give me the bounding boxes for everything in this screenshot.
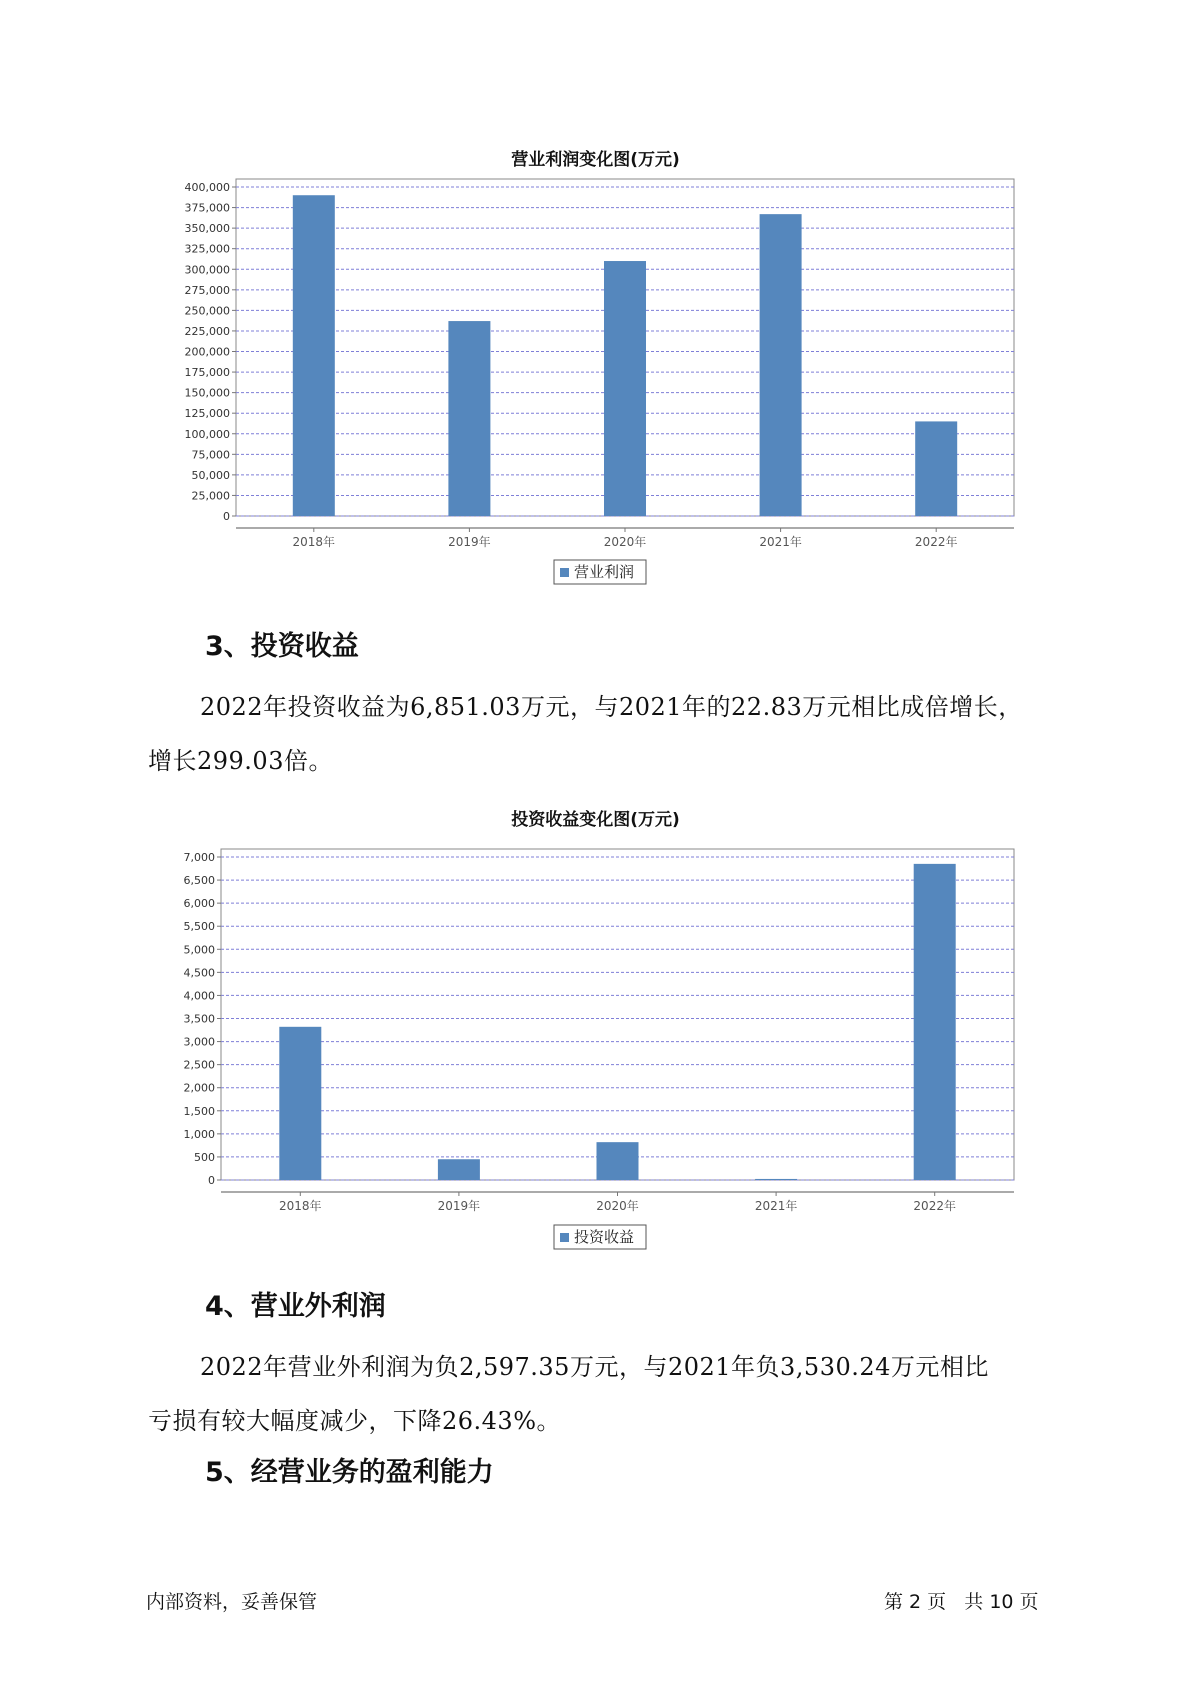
y-tick-label: 3,500 (183, 1012, 215, 1026)
plot-frame (221, 849, 1014, 1180)
legend-label: 营业利润 (574, 563, 635, 581)
bar (914, 864, 956, 1180)
y-tick-label: 250,000 (184, 304, 230, 318)
section-4-paragraph (148, 1340, 1088, 1448)
y-tick-label: 150,000 (184, 386, 230, 400)
paragraph-line: 增长299.03倍。 (148, 747, 333, 775)
section-4-heading: 4、营业外利润 (205, 1291, 386, 1322)
y-tick-label: 50,000 (191, 468, 230, 482)
section-5-heading: 5、经营业务的盈利能力 (205, 1457, 494, 1488)
x-tick-label: 2022年 (914, 535, 958, 549)
legend-label: 投资收益 (574, 1228, 635, 1246)
x-tick-label: 2018年 (279, 1199, 322, 1213)
chart-title-operating-profit: 营业利润变化图(万元) (511, 150, 680, 170)
y-tick-label: 5,000 (183, 943, 215, 957)
bar (604, 261, 646, 516)
y-tick-label: 325,000 (184, 242, 230, 256)
section-3-paragraph (148, 680, 1088, 788)
bar (915, 421, 957, 516)
paragraph-line: 亏损有较大幅度减少，下降26.43%。 (148, 1407, 562, 1435)
bar (448, 321, 490, 516)
y-tick-label: 350,000 (184, 222, 230, 236)
paragraph-line: 2022年投资收益为6,851.03万元，与2021年的22.83万元相比成倍增长， (200, 693, 1023, 721)
x-tick-label: 2019年 (437, 1199, 481, 1213)
y-tick-label: 1,000 (183, 1127, 215, 1141)
investment-income-chart (0, 835, 1191, 1255)
chart-title-investment-income: 投资收益变化图(万元) (511, 810, 680, 830)
x-tick-label: 2020年 (596, 1199, 639, 1213)
legend-swatch (560, 1233, 569, 1242)
y-tick-label: 0 (223, 510, 230, 523)
operating-profit-chart (0, 170, 1191, 590)
y-tick-label: 6,000 (183, 897, 215, 911)
y-tick-label: 125,000 (184, 407, 230, 421)
bar (755, 1179, 797, 1180)
y-tick-label: 2,500 (183, 1058, 215, 1072)
y-tick-label: 25,000 (191, 489, 230, 503)
y-tick-label: 4,000 (183, 989, 215, 1003)
x-tick-label: 2019年 (448, 535, 491, 549)
y-tick-label: 2,000 (183, 1081, 215, 1095)
bar (597, 1142, 639, 1180)
footer-page-number: 第 2 页 共 10 页 (884, 1591, 1039, 1613)
x-tick-label: 2021年 (754, 1199, 798, 1213)
y-tick-label: 100,000 (184, 427, 230, 441)
x-tick-label: 2020年 (603, 535, 647, 549)
y-tick-label: 400,000 (184, 181, 230, 194)
y-tick-label: 375,000 (184, 201, 230, 215)
y-tick-label: 500 (194, 1150, 215, 1164)
y-tick-label: 225,000 (184, 324, 230, 338)
y-tick-label: 200,000 (184, 345, 230, 359)
bar (438, 1159, 480, 1180)
bar (293, 195, 335, 516)
section-3-heading: 3、投资收益 (205, 631, 359, 662)
y-tick-label: 6,500 (183, 874, 215, 888)
y-tick-label: 4,500 (183, 966, 215, 980)
x-tick-label: 2018年 (292, 535, 336, 549)
y-tick-label: 5,500 (183, 920, 215, 934)
x-tick-label: 2022年 (913, 1199, 956, 1213)
y-tick-label: 0 (208, 1174, 215, 1187)
x-tick-label: 2021年 (759, 535, 802, 549)
bar (760, 214, 802, 516)
y-tick-label: 300,000 (184, 263, 230, 277)
y-tick-label: 7,000 (183, 851, 215, 864)
y-tick-label: 175,000 (184, 366, 230, 380)
bar (279, 1027, 321, 1180)
paragraph-line: 2022年营业外利润为负2,597.35万元，与2021年负3,530.24万元相比 (200, 1353, 989, 1381)
legend-swatch (560, 568, 569, 577)
y-tick-label: 75,000 (191, 448, 230, 462)
footer-confidential-note: 内部资料，妥善保管 (146, 1591, 318, 1613)
y-tick-label: 275,000 (184, 283, 230, 297)
y-tick-label: 1,500 (183, 1104, 215, 1118)
y-tick-label: 3,000 (183, 1035, 215, 1049)
